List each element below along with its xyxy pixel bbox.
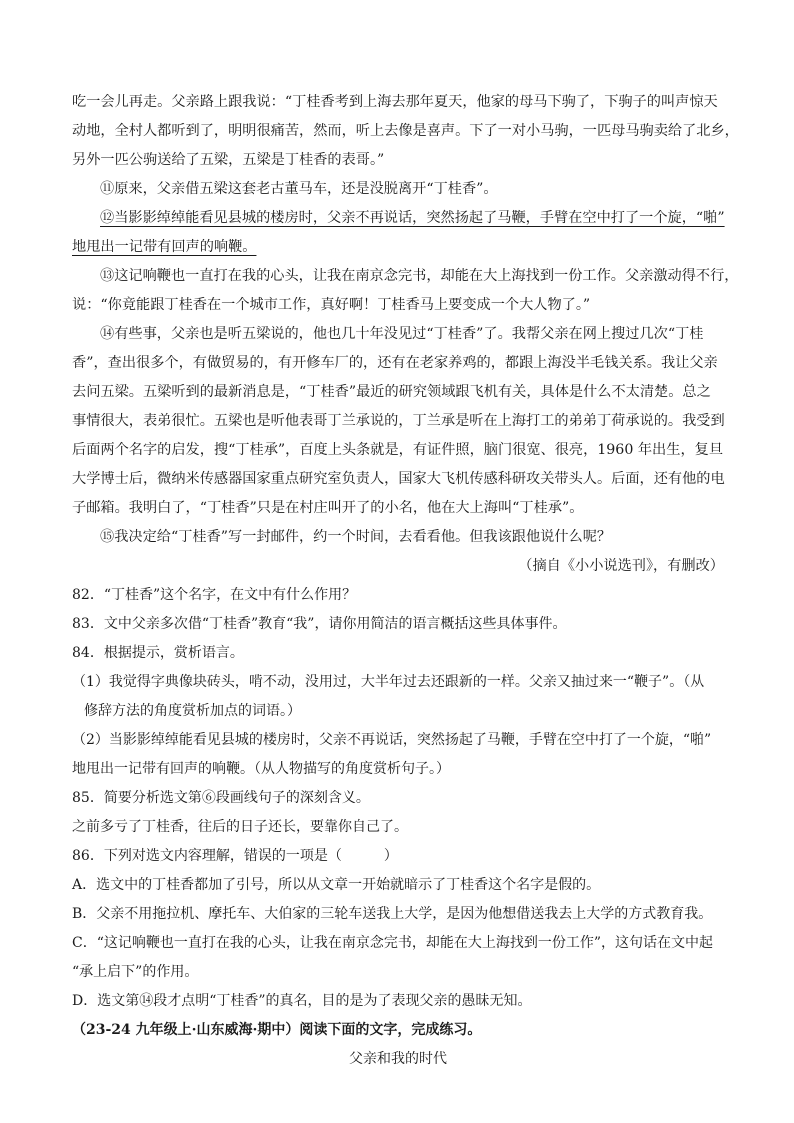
underlined-sentence: 地甩出一记带有回声的响鞭。: [72, 239, 257, 255]
passage-line: 吃一会儿再走。父亲路上跟我说：“丁桂香考到上海去那年夏天，他家的母马下驹了，下驹子的叫声惊天: [72, 94, 718, 110]
question-86: 86．下列对选文内容理解，错误的一项是（ ）: [72, 848, 398, 864]
underlined-sentence: ⑫当影影绰绰能看见县城的楼房时，父亲不再说话，突然扬起了马鞭，手臂在空中打了一个旋，“啪”: [100, 210, 725, 226]
question-line: “承上启下”的作用。: [72, 964, 199, 980]
passage-line: 去问五梁。五梁听到的最新消息是，“丁桂香”最近的研究领域跟飞机有关，具体是什么不太清楚。总之: [72, 384, 711, 400]
option-b: B．父亲不用拖拉机、摩托车、大伯家的三轮车送我上大学，是因为他想借送我去上大学的方式教育我。: [72, 906, 713, 922]
passage-line: 动地，全村人都听到了，明明很痛苦，然而，听上去像是喜声。下了一对小马驹，一匹母马驹卖给了北乡，: [72, 123, 739, 139]
question-85-quote: 之前多亏了丁桂香，往后的日子还长，要靠你自己了。: [72, 819, 408, 835]
passage-line: 另外一匹公驹送给了五梁，五梁是丁桂香的表哥。”: [72, 152, 385, 168]
passage-line: ⑬这记响鞭也一直打在我的心头，让我在南京念完书，却能在大上海找到一份工作。父亲激动得不行，: [100, 268, 739, 284]
option-d: D．选文第⑭段才点明“丁桂香”的真名，目的是为了表现父亲的愚昧无知。: [72, 993, 532, 1009]
passage-line: 大学博士后，微纳米传感器国家重点研究室负责人，国家大飞机传感科研攻关带头人。后面，还有他的电: [72, 471, 725, 487]
question-83: 83．文中父亲多次借“丁桂香”教育“我”，请你用简洁的语言概括这些具体事件。: [72, 616, 567, 632]
question-84: 84．根据提示，赏析语言。: [72, 645, 244, 661]
question-85: 85．简要分析选文第⑥段画线句子的深刻含义。: [72, 790, 370, 806]
questions: [72, 581, 724, 1016]
document-page: [72, 88, 739, 1074]
paragraph-14: [72, 320, 724, 523]
source-citation: （摘自《小小说选刊》，有删改）: [518, 558, 724, 574]
question-84-part-2: [72, 726, 724, 784]
question-84-part-1: [72, 668, 724, 726]
section-intro: （23-24 九年级上·山东威海·期中）阅读下面的文字，完成练习。: [72, 1022, 482, 1038]
paragraph-13: [72, 262, 739, 320]
question-line: （1）我觉得字典像块砖头，啃不动，没用过，大半年过去还跟新的一样。父亲又抽过来一“鞭子”。（从: [72, 674, 705, 690]
passage-line: 子邮箱。我明白了，“丁桂香”只是在村庄叫开了的小名，他在大上海叫“丁桂承”。: [72, 500, 584, 516]
passage-line: 后面两个名字的启发，搜“丁桂承”，百度上头条就是，有证件照，脑门很宽、很亮，1960 年出生，复旦: [72, 442, 724, 458]
passage-line: 香”，查出很多个，有做贸易的，有开修车厂的，还有在老家养鸡的，都跟上海没半毛钱关系。我让父亲: [72, 355, 718, 371]
option-c: [72, 929, 724, 987]
option-a: A．选文中的丁桂香都加了引号，所以从文章一开始就暗示了丁桂香这个名字是假的。: [72, 877, 601, 893]
question-line: 修辞方法的角度赏析加点的词语。）: [84, 703, 301, 719]
passage-line: ⑭有些事，父亲也是听五梁说的，他也几十年没见过“丁桂香”了。我帮父亲在网上搜过几次“丁桂: [100, 326, 704, 342]
question-line: 地甩出一记带有回声的响鞭。（从人物描写的角度赏析句子。）: [72, 761, 450, 777]
question-line: C．“这记响鞭也一直打在我的心头，让我在南京念完书，却能在大上海找到一份工作”，这句话在文中起: [72, 935, 714, 951]
paragraph-12: [72, 204, 724, 262]
passage-line: 说：“你竟能跟丁桂香在一个城市工作，真好啊！丁桂香马上要变成一个大人物了。”: [72, 297, 591, 313]
paragraph-11: ⑪原来，父亲借五梁这套老古董马车，还是没脱离开“丁桂香”。: [100, 181, 498, 197]
paragraph-15: ⑮我决定给“丁桂香”写一封邮件，约一个时间，去看看他。但我该跟他说什么呢？: [100, 529, 612, 545]
passage-line: 事情很大，表弟很忙。五梁也是听他表哥丁兰承说的，丁兰承是听在上海打工的弟弟丁荷承说的。我受到: [72, 413, 725, 429]
section-title: 父亲和我的时代: [349, 1051, 447, 1067]
question-line: （2）当影影绰绰能看见县城的楼房时，父亲不再说话，突然扬起了马鞭，手臂在空中打了一个旋，“啪”: [72, 732, 712, 748]
question-82: 82．“丁桂香”这个名字，在文中有什么作用？: [72, 587, 357, 603]
passage: [72, 88, 739, 581]
